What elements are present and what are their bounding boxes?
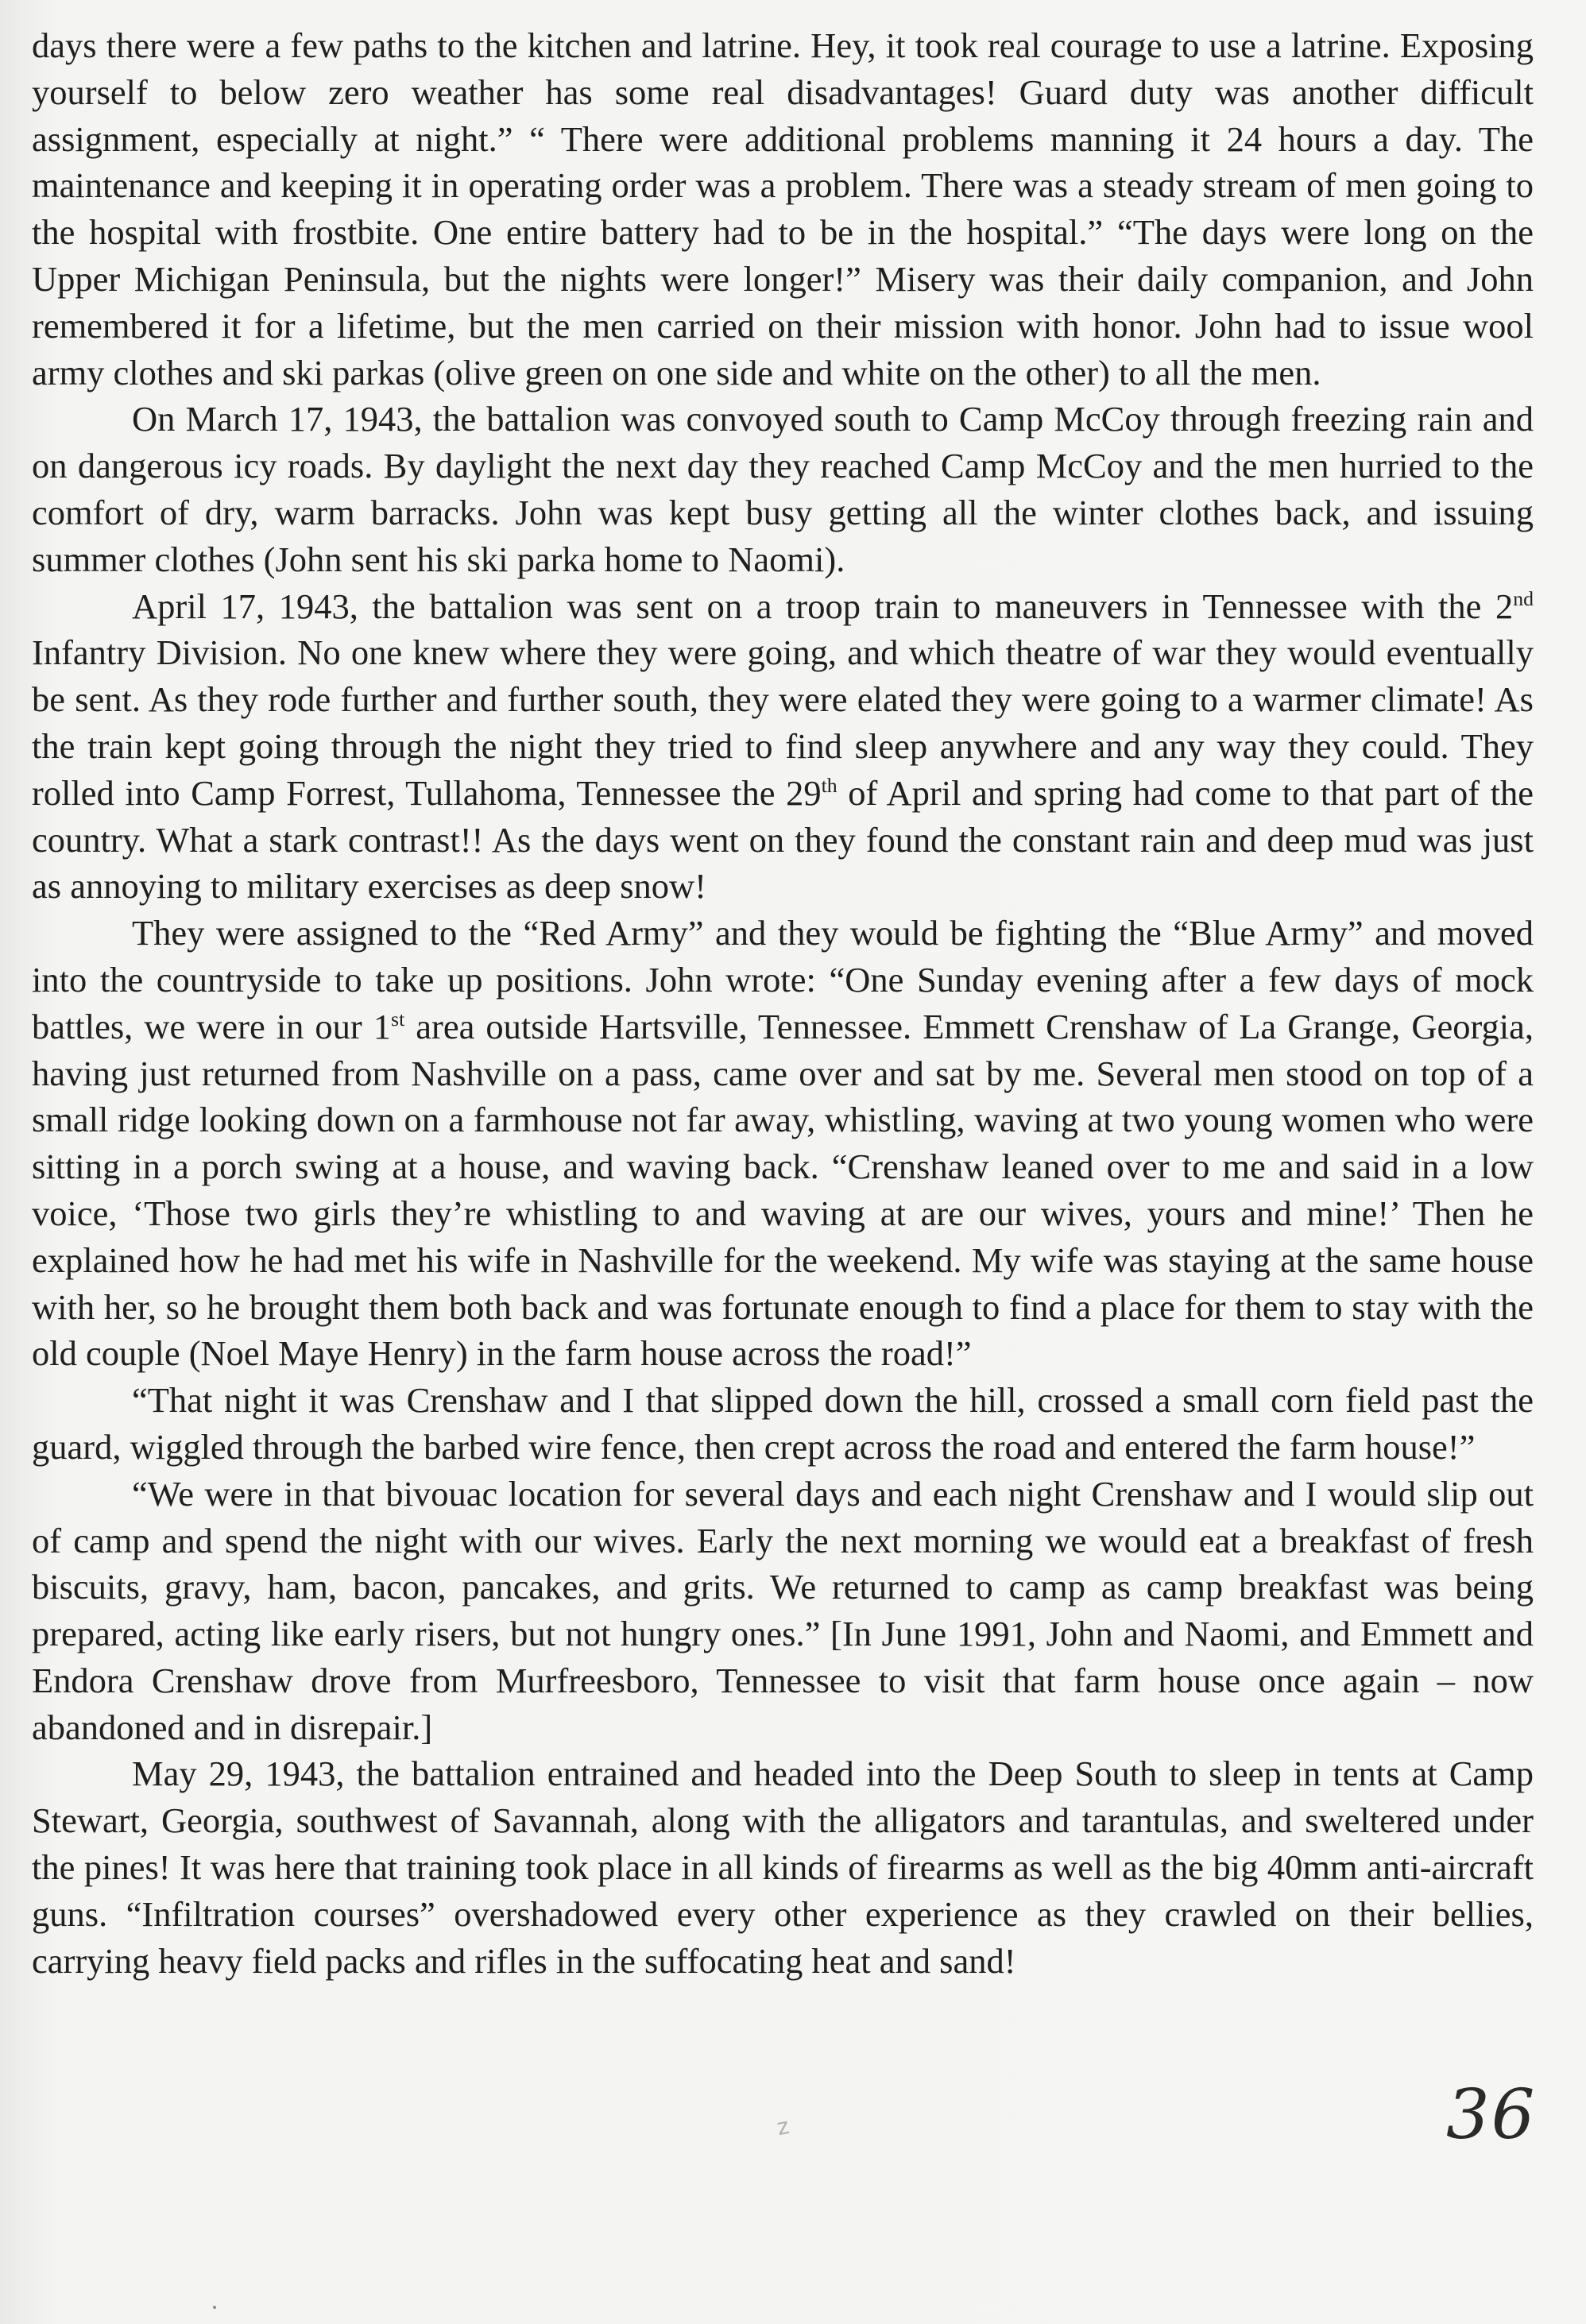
- paragraph-3-text-a: April 17, 1943, the battalion was sent on a troop train to maneuvers in Tennessee with the 2: [132, 586, 1514, 626]
- paragraph-3-text-b: Infantry Division. No one knew where they were going, and which theatre of war they would eventually be sent. As they rode further and further south, they were elated they were going to a warmer climate! As the train kept going through the night they tried to find sleep anywhere and any way they could. They rolled into Camp Forrest, Tullahoma, Tennessee the 29: [32, 632, 1534, 813]
- body-text: [32, 22, 1534, 1984]
- paragraph-2: On March 17, 1943, the battalion was convoyed south to Camp McCoy through freezing rain and on dangerous icy roads. By daylight the next day they reached Camp McCoy and the men hurried to the comfort of dry, warm barracks. John was kept busy getting all the winter clothes back, and issuing summer clothes (John sent his ski parka home to Naomi).: [32, 399, 1534, 579]
- ordinal-suffix: st: [391, 1007, 405, 1031]
- stray-pencil-mark: z: [774, 2112, 791, 2141]
- paragraph-3-text-c: of April and spring had come to that part of the country. What a stark contrast!! As the days went on they found the constant rain and deep mud was just as annoying to military exercises as deep snow!: [32, 772, 1534, 907]
- paragraph-5: “That night it was Crenshaw and I that slipped down the hill, crossed a small corn field past the guard, wiggled through the barbed wire fence, then crept across the road and entered the farm house!”: [32, 1380, 1534, 1467]
- paragraph-3: [32, 583, 1534, 911]
- paragraph-1: days there were a few paths to the kitchen and latrine. Hey, it took real courage to use a latrine. Exposing yourself to below zero weather has some real disadvantages! Guard duty was another difficult assignment, especially at night.” “ There were additional problems manning it 24 hours a day. The maintenance and keeping it in operating order was a problem. There was a steady stream of men going to the hospital with frostbite. One entire battery had to be in the hospital.” “The days were long on the Upper Michigan Peninsula, but the nights were longer!” Misery was their daily companion, and John remembered it for a lifetime, but the men carried on their mission with honor. John had to issue wool army clothes and ski parkas (olive green on one side and white on the other) to all the men.: [32, 25, 1534, 392]
- handwritten-page-number: 36: [1446, 2075, 1537, 2155]
- paragraph-4: [32, 910, 1534, 1377]
- scan-speck: [213, 2306, 216, 2309]
- ordinal-suffix: nd: [1513, 586, 1534, 610]
- paragraph-4-text-a: They were assigned to the “Red Army” and they would be fighting the “Blue Army” and moved into the countryside to take up positions. John wrote: “One Sunday evening after a few days of mock battles, we were in our 1: [32, 913, 1534, 1046]
- ordinal-suffix: th: [821, 773, 837, 797]
- paragraph-4-text-b: area outside Hartsville, Tennessee. Emmett Crenshaw of La Grange, Georgia, having just returned from Nashville on a pass, came over and sat by me. Several men stood on top of a small ridge looking down on a farmhouse not far away, whistling, waving at two young women who were sitting in a porch swing at a house, and waving back. “Crenshaw leaned over to me and said in a low voice, ‘Those two girls they’re whistling to and waving at are our wives, yours and mine!’ Then he explained how he had met his wife in Nashville for the weekend. My wife was staying at the same house with her, so he brought them both back and was fortunate enough to find a place for them to stay with the old couple (Noel Maye Henry) in the farm house across the road!”: [32, 1006, 1534, 1374]
- paragraph-6: “We were in that bivouac location for several days and each night Crenshaw and I would slip out of camp and spend the night with our wives. Early the next morning we would eat a breakfast of fresh biscuits, gravy, ham, bacon, pancakes, and grits. We returned to camp as camp breakfast was being prepared, acting like early risers, but not hungry ones.” [In June 1991, John and Naomi, and Emmett and Endora Crenshaw drove from Murfreesboro, Tennessee to visit that farm house once again – now abandoned and in disrepair.]: [32, 1473, 1534, 1747]
- paragraph-7: May 29, 1943, the battalion entrained and headed into the Deep South to sleep in tents at Camp Stewart, Georgia, southwest of Savannah, along with the alligators and tarantulas, and sweltered under the pines! It was here that training took place in all kinds of firearms as well as the big 40mm anti-aircraft guns. “Infiltration courses” overshadowed every other experience as they crawled on their bellies, carrying heavy field packs and rifles in the suffocating heat and sand!: [32, 1754, 1534, 1981]
